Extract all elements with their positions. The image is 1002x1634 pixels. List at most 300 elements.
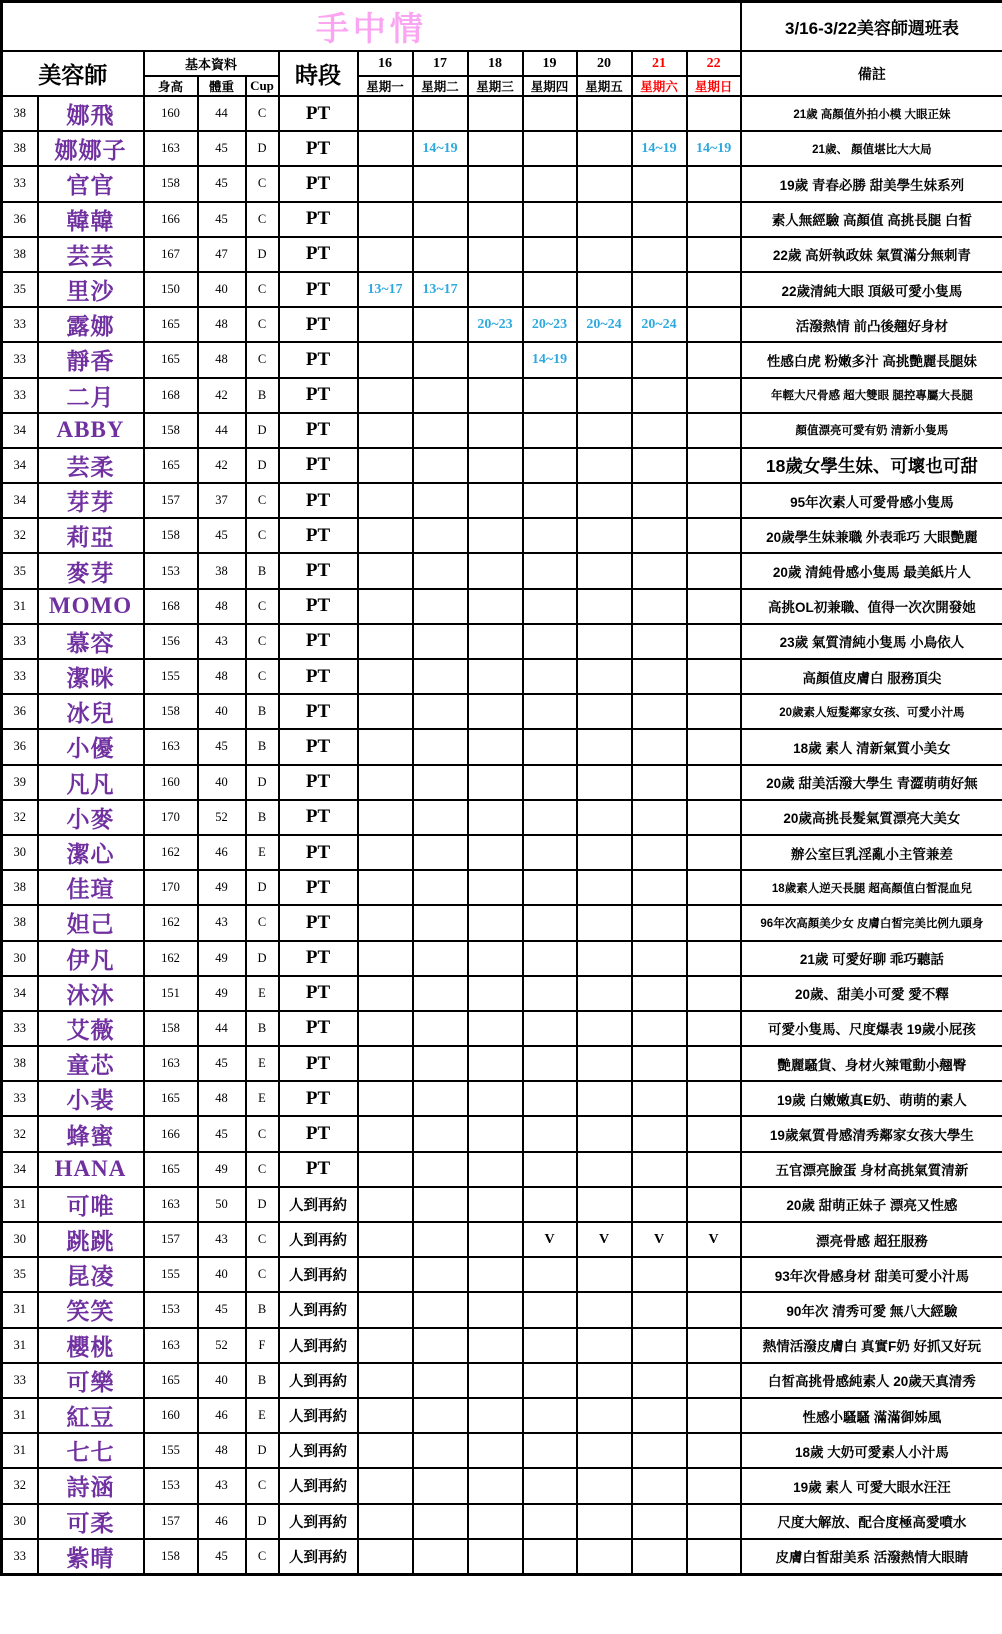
row-number: 38 [2, 237, 38, 272]
schedule-cell-thu: V [523, 1222, 577, 1257]
table-row [2, 905, 1002, 940]
schedule-cell-wed [468, 905, 523, 940]
cup-value: C [246, 659, 279, 694]
schedule-cell-thu [523, 1187, 577, 1222]
schedule-cell-fri [577, 870, 632, 905]
schedule-cell-mon [358, 659, 413, 694]
schedule-cell-fri [577, 1363, 632, 1398]
schedule-cell-mon [358, 870, 413, 905]
schedule-cell-tue [413, 976, 468, 1011]
schedule-cell-wed [468, 1468, 523, 1503]
col-header-weight: 體重 [198, 76, 246, 96]
row-number: 31 [2, 1187, 38, 1222]
schedule-cell-fri [577, 1504, 632, 1539]
remark-text: 白皙高挑骨感純素人 20歲天真清秀 [741, 1363, 1002, 1398]
schedule-cell-thu [523, 976, 577, 1011]
schedule-cell-mon [358, 342, 413, 377]
table-row [2, 870, 1002, 905]
schedule-cell-fri [577, 659, 632, 694]
schedule-cell-sun [687, 1011, 741, 1046]
schedule-cell-thu [523, 694, 577, 729]
remark-text: 五官漂亮臉蛋 身材高挑氣質清新 [741, 1152, 1002, 1187]
cup-value: C [246, 624, 279, 659]
remark-text: 18歲 大奶可愛素人小汁馬 [741, 1433, 1002, 1468]
time-slot-value: PT [279, 870, 358, 905]
remark-text: 性感白虎 粉嫩多汁 高挑艷麗長腿妹 [741, 342, 1002, 377]
cup-value: C [246, 1539, 279, 1575]
row-number: 33 [2, 166, 38, 201]
table-row [2, 765, 1002, 800]
height-value: 157 [144, 1504, 198, 1539]
row-number: 38 [2, 870, 38, 905]
height-value: 160 [144, 1398, 198, 1433]
schedule-cell-fri [577, 448, 632, 483]
schedule-cell-tue [413, 659, 468, 694]
table-row [2, 1468, 1002, 1503]
schedule-cell-thu [523, 1539, 577, 1575]
weight-value: 42 [198, 378, 246, 413]
row-number: 38 [2, 905, 38, 940]
cup-value: E [246, 1081, 279, 1116]
schedule-cell-thu [523, 589, 577, 624]
schedule-cell-mon [358, 166, 413, 201]
height-value: 163 [144, 131, 198, 166]
schedule-cell-tue [413, 1363, 468, 1398]
beautician-name: 櫻桃 [38, 1328, 144, 1363]
schedule-cell-sun [687, 1187, 741, 1222]
schedule-cell-wed [468, 800, 523, 835]
schedule-cell-mon [358, 1468, 413, 1503]
time-slot-value: PT [279, 1116, 358, 1151]
remark-text: 22歲清純大眼 頂級可愛小隻馬 [741, 272, 1002, 307]
table-row [2, 131, 1002, 166]
schedule-cell-mon [358, 835, 413, 870]
cup-value: C [246, 202, 279, 237]
cup-value: C [246, 483, 279, 518]
height-value: 162 [144, 941, 198, 976]
cup-value: C [246, 342, 279, 377]
schedule-cell-fri [577, 272, 632, 307]
beautician-name: 芸芸 [38, 237, 144, 272]
cup-value: D [246, 1187, 279, 1222]
schedule-cell-mon [358, 483, 413, 518]
schedule-cell-fri [577, 1468, 632, 1503]
row-number: 35 [2, 1257, 38, 1292]
weight-value: 52 [198, 800, 246, 835]
weight-value: 44 [198, 1011, 246, 1046]
schedule-cell-thu: 20~23 [523, 307, 577, 342]
schedule-cell-mon [358, 729, 413, 764]
schedule-cell-wed [468, 553, 523, 588]
table-row [2, 553, 1002, 588]
schedule-cell-sun [687, 941, 741, 976]
remark-text: 尺度大解放、配合度極高愛噴水 [741, 1504, 1002, 1539]
remark-text: 20歲素人短髮鄰家女孩、可愛小汁馬 [741, 694, 1002, 729]
schedule-cell-mon [358, 307, 413, 342]
table-row [2, 1046, 1002, 1081]
schedule-cell-sat [632, 624, 687, 659]
schedule-cell-wed [468, 976, 523, 1011]
title-row [2, 2, 1002, 52]
table-row [2, 1504, 1002, 1539]
schedule-cell-sat [632, 870, 687, 905]
schedule-cell-thu [523, 835, 577, 870]
row-number: 36 [2, 202, 38, 237]
row-number: 30 [2, 1504, 38, 1539]
schedule-cell-sun [687, 976, 741, 1011]
schedule-cell-tue [413, 518, 468, 553]
schedule-cell-thu [523, 448, 577, 483]
cup-value: C [246, 1257, 279, 1292]
cup-value: C [246, 1222, 279, 1257]
schedule-cell-fri [577, 1257, 632, 1292]
schedule-cell-tue [413, 237, 468, 272]
cup-value: D [246, 1433, 279, 1468]
beautician-name: 可唯 [38, 1187, 144, 1222]
time-slot-value: PT [279, 131, 358, 166]
schedule-cell-mon [358, 1363, 413, 1398]
schedule-cell-mon [358, 1187, 413, 1222]
table-row [2, 624, 1002, 659]
schedule-cell-thu [523, 905, 577, 940]
schedule-cell-sat [632, 96, 687, 131]
schedule-cell-thu [523, 1081, 577, 1116]
time-slot-value: PT [279, 659, 358, 694]
schedule-cell-sun [687, 765, 741, 800]
schedule-cell-wed [468, 1081, 523, 1116]
schedule-cell-wed [468, 1328, 523, 1363]
weight-value: 45 [198, 1046, 246, 1081]
schedule-cell-fri [577, 378, 632, 413]
schedule-cell-sun [687, 96, 741, 131]
beautician-name: 二月 [38, 378, 144, 413]
cup-value: D [246, 1504, 279, 1539]
schedule-cell-fri [577, 1328, 632, 1363]
cup-value: C [246, 905, 279, 940]
row-number: 30 [2, 941, 38, 976]
schedule-cell-wed [468, 694, 523, 729]
table-row [2, 483, 1002, 518]
weight-value: 48 [198, 589, 246, 624]
schedule-cell-sun [687, 307, 741, 342]
height-value: 153 [144, 1292, 198, 1327]
schedule-cell-thu [523, 272, 577, 307]
schedule-cell-thu [523, 800, 577, 835]
height-value: 160 [144, 765, 198, 800]
schedule-cell-sat [632, 905, 687, 940]
row-number: 36 [2, 729, 38, 764]
row-number: 33 [2, 659, 38, 694]
table-row [2, 166, 1002, 201]
remark-text: 18歲女學生妹、可壞也可甜 [741, 448, 1002, 483]
row-number: 35 [2, 272, 38, 307]
time-slot-value: 人到再約 [279, 1363, 358, 1398]
schedule-cell-sat [632, 765, 687, 800]
weight-value: 45 [198, 1292, 246, 1327]
beautician-name: 冰兒 [38, 694, 144, 729]
row-number: 34 [2, 413, 38, 448]
schedule-cell-thu [523, 729, 577, 764]
schedule-cell-sat [632, 202, 687, 237]
schedule-cell-mon [358, 553, 413, 588]
beautician-name: 麥芽 [38, 553, 144, 588]
schedule-cell-sat [632, 1398, 687, 1433]
schedule-cell-mon [358, 800, 413, 835]
remark-text: 20歲 甜萌正妹子 漂亮又性感 [741, 1187, 1002, 1222]
schedule-cell-thu: 14~19 [523, 342, 577, 377]
schedule-cell-tue [413, 1328, 468, 1363]
schedule-cell-sat [632, 976, 687, 1011]
page-title-cell [2, 2, 741, 52]
schedule-cell-wed [468, 1363, 523, 1398]
row-number: 33 [2, 1011, 38, 1046]
schedule-cell-tue [413, 166, 468, 201]
cup-value: D [246, 413, 279, 448]
schedule-cell-wed: 20~23 [468, 307, 523, 342]
row-number: 31 [2, 1328, 38, 1363]
beautician-name: 里沙 [38, 272, 144, 307]
schedule-cell-mon [358, 1081, 413, 1116]
remark-text: 23歲 氣質清純小隻馬 小鳥依人 [741, 624, 1002, 659]
schedule-cell-fri [577, 483, 632, 518]
cup-value: D [246, 941, 279, 976]
schedule-cell-thu [523, 413, 577, 448]
time-slot-value: PT [279, 237, 358, 272]
beautician-name: 紅豆 [38, 1398, 144, 1433]
time-slot-value: PT [279, 342, 358, 377]
table-row [2, 96, 1002, 131]
row-number: 33 [2, 1539, 38, 1575]
height-value: 167 [144, 237, 198, 272]
col-header-height: 身高 [144, 76, 198, 96]
schedule-cell-sat [632, 413, 687, 448]
schedule-cell-thu [523, 765, 577, 800]
time-slot-value: PT [279, 448, 358, 483]
schedule-cell-sun [687, 202, 741, 237]
header-row-top [2, 51, 1002, 76]
schedule-cell-thu [523, 659, 577, 694]
schedule-cell-tue [413, 553, 468, 588]
schedule-cell-mon [358, 202, 413, 237]
schedule-cell-mon [358, 413, 413, 448]
schedule-cell-thu [523, 941, 577, 976]
schedule-cell-mon [358, 941, 413, 976]
schedule-cell-tue [413, 1187, 468, 1222]
table-body [2, 96, 1002, 1574]
time-slot-value: PT [279, 378, 358, 413]
table-row [2, 1187, 1002, 1222]
cup-value: C [246, 1468, 279, 1503]
time-slot-value: PT [279, 1081, 358, 1116]
cup-value: C [246, 1116, 279, 1151]
schedule-cell-tue [413, 1292, 468, 1327]
schedule-cell-sat [632, 1328, 687, 1363]
schedule-cell-wed [468, 1292, 523, 1327]
table-row [2, 589, 1002, 624]
beautician-name: 芸柔 [38, 448, 144, 483]
schedule-cell-sun [687, 1539, 741, 1575]
time-slot-value: PT [279, 307, 358, 342]
weekday-tuesday: 星期二 [413, 76, 468, 96]
schedule-cell-thu [523, 1011, 577, 1046]
table-row [2, 1257, 1002, 1292]
height-value: 165 [144, 1152, 198, 1187]
height-value: 163 [144, 1187, 198, 1222]
schedule-cell-sat [632, 237, 687, 272]
schedule-cell-sat: V [632, 1222, 687, 1257]
schedule-cell-fri [577, 96, 632, 131]
table-row [2, 659, 1002, 694]
beautician-name: 詩涵 [38, 1468, 144, 1503]
remark-text: 90年次 清秀可愛 無八大經驗 [741, 1292, 1002, 1327]
col-header-cup: Cup [246, 76, 279, 96]
schedule-cell-fri [577, 765, 632, 800]
height-value: 166 [144, 1116, 198, 1151]
schedule-cell-mon [358, 1116, 413, 1151]
schedule-cell-mon [358, 1222, 413, 1257]
schedule-cell-wed [468, 96, 523, 131]
schedule-cell-thu [523, 870, 577, 905]
beautician-name: HANA [38, 1152, 144, 1187]
schedule-cell-thu [523, 1398, 577, 1433]
time-slot-value: 人到再約 [279, 1328, 358, 1363]
remark-text: 熱情活潑皮膚白 真實F奶 好抓又好玩 [741, 1328, 1002, 1363]
weight-value: 46 [198, 835, 246, 870]
schedule-cell-mon [358, 1433, 413, 1468]
remark-text: 93年次骨感身材 甜美可愛小汁馬 [741, 1257, 1002, 1292]
schedule-cell-wed [468, 624, 523, 659]
remark-text: 22歲 高妍執政妹 氣質滿分無刺青 [741, 237, 1002, 272]
schedule-cell-thu [523, 96, 577, 131]
schedule-cell-sun [687, 1328, 741, 1363]
day-number-18: 18 [468, 51, 523, 76]
schedule-cell-tue [413, 1152, 468, 1187]
schedule-cell-tue [413, 800, 468, 835]
height-value: 153 [144, 1468, 198, 1503]
weekday-wednesday: 星期三 [468, 76, 523, 96]
schedule-cell-sat [632, 272, 687, 307]
cup-value: D [246, 131, 279, 166]
cup-value: F [246, 1328, 279, 1363]
day-number-17: 17 [413, 51, 468, 76]
time-slot-value: PT [279, 765, 358, 800]
day-number-20: 20 [577, 51, 632, 76]
schedule-cell-wed [468, 835, 523, 870]
table-row [2, 307, 1002, 342]
table-row [2, 1363, 1002, 1398]
table-row [2, 1152, 1002, 1187]
beautician-name: 小裴 [38, 1081, 144, 1116]
beautician-name: 伊凡 [38, 941, 144, 976]
height-value: 155 [144, 1433, 198, 1468]
schedule-cell-sat [632, 589, 687, 624]
remark-text: 性感小騷騷 滿滿御姊風 [741, 1398, 1002, 1433]
height-value: 158 [144, 1539, 198, 1575]
height-value: 158 [144, 694, 198, 729]
schedule-cell-sun [687, 413, 741, 448]
schedule-cell-wed [468, 272, 523, 307]
schedule-cell-sun [687, 483, 741, 518]
height-value: 158 [144, 1011, 198, 1046]
beautician-name: 官官 [38, 166, 144, 201]
schedule-cell-sat [632, 1468, 687, 1503]
height-value: 157 [144, 1222, 198, 1257]
weight-value: 45 [198, 202, 246, 237]
height-value: 170 [144, 800, 198, 835]
schedule-cell-tue [413, 835, 468, 870]
cup-value: E [246, 835, 279, 870]
row-number: 31 [2, 1433, 38, 1468]
schedule-cell-sat [632, 1116, 687, 1151]
height-value: 156 [144, 624, 198, 659]
schedule-cell-sat [632, 659, 687, 694]
schedule-cell-sat [632, 342, 687, 377]
weight-value: 45 [198, 166, 246, 201]
remark-text: 95年次素人可愛骨感小隻馬 [741, 483, 1002, 518]
remark-text: 艷麗騷貨、身材火辣電動小翹臀 [741, 1046, 1002, 1081]
schedule-cell-thu [523, 166, 577, 201]
time-slot-value: 人到再約 [279, 1398, 358, 1433]
weight-value: 52 [198, 1328, 246, 1363]
schedule-cell-wed [468, 413, 523, 448]
schedule-cell-tue [413, 1011, 468, 1046]
schedule-cell-tue [413, 624, 468, 659]
remark-text: 漂亮骨感 超狂服務 [741, 1222, 1002, 1257]
height-value: 150 [144, 272, 198, 307]
weight-value: 37 [198, 483, 246, 518]
beautician-name: 凡凡 [38, 765, 144, 800]
table-row [2, 1433, 1002, 1468]
time-slot-value: PT [279, 166, 358, 201]
beautician-name: 莉亞 [38, 518, 144, 553]
row-number: 30 [2, 835, 38, 870]
schedule-cell-fri [577, 1539, 632, 1575]
weight-value: 43 [198, 1222, 246, 1257]
beautician-name: 沐沐 [38, 976, 144, 1011]
schedule-cell-tue: 14~19 [413, 131, 468, 166]
weight-value: 48 [198, 307, 246, 342]
remark-text: 21歲、 顏值堪比大大局 [741, 131, 1002, 166]
schedule-cell-mon [358, 905, 413, 940]
cup-value: B [246, 1011, 279, 1046]
row-number: 33 [2, 624, 38, 659]
row-number: 33 [2, 342, 38, 377]
schedule-cell-sun [687, 448, 741, 483]
time-slot-value: 人到再約 [279, 1468, 358, 1503]
schedule-cell-wed [468, 518, 523, 553]
schedule-cell-wed [468, 237, 523, 272]
schedule-cell-tue [413, 1468, 468, 1503]
remark-text: 19歲氣質骨感清秀鄰家女孩大學生 [741, 1116, 1002, 1151]
schedule-cell-thu [523, 1328, 577, 1363]
time-slot-value: PT [279, 905, 358, 940]
row-number: 33 [2, 1363, 38, 1398]
schedule-cell-sat [632, 553, 687, 588]
remark-text: 19歲 白嫩嫩真E奶、萌萌的素人 [741, 1081, 1002, 1116]
schedule-cell-sat [632, 1046, 687, 1081]
schedule-cell-fri [577, 1398, 632, 1433]
cup-value: C [246, 272, 279, 307]
time-slot-value: PT [279, 694, 358, 729]
schedule-cell-mon [358, 518, 413, 553]
schedule-cell-sun [687, 342, 741, 377]
schedule-cell-thu [523, 1504, 577, 1539]
height-value: 165 [144, 448, 198, 483]
schedule-cell-fri [577, 237, 632, 272]
cup-value: B [246, 1363, 279, 1398]
height-value: 163 [144, 1328, 198, 1363]
schedule-cell-tue [413, 1433, 468, 1468]
